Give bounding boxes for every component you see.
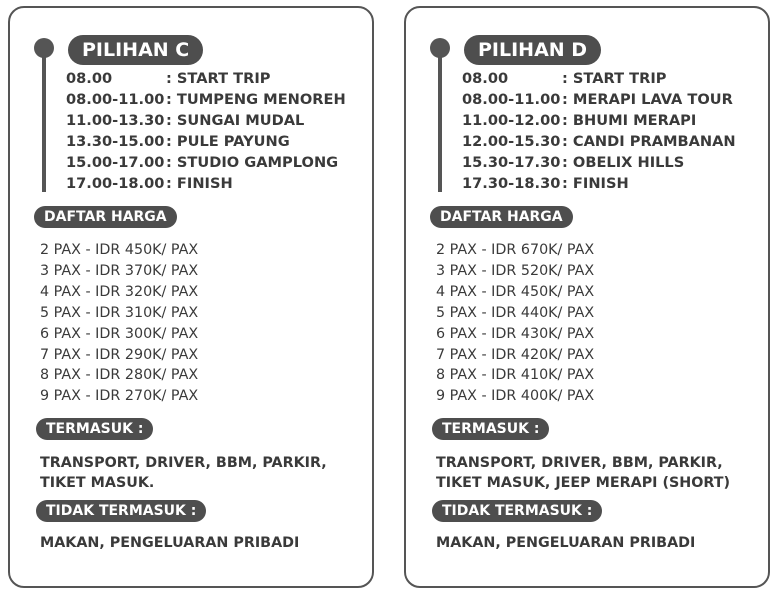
- price-item: 8 PAX - IDR 410K/ PAX: [436, 367, 595, 384]
- schedule-time: 17.00-18.00: [66, 175, 165, 192]
- schedule-time: 08.00-11.00: [462, 91, 561, 108]
- timeline-dot: [430, 38, 450, 58]
- price-item: 5 PAX - IDR 440K/ PAX: [436, 304, 595, 321]
- schedule-activity: : STUDIO GAMPLONG: [166, 154, 339, 171]
- schedule-item: [462, 68, 736, 89]
- schedule-item: [66, 89, 346, 110]
- schedule-time: 11.00-13.30: [66, 112, 165, 129]
- schedule-activity: : FINISH: [166, 175, 233, 192]
- schedule-time: 15.00-17.00: [66, 154, 165, 171]
- price-item: 7 PAX - IDR 290K/ PAX: [40, 346, 199, 363]
- timeline-dot: [34, 38, 54, 58]
- schedule-activity: : FINISH: [562, 175, 629, 192]
- schedule-time: 11.00-12.00: [462, 112, 561, 129]
- price-item: 6 PAX - IDR 430K/ PAX: [436, 325, 595, 342]
- included-label: TERMASUK :: [36, 418, 153, 440]
- price-list: [40, 240, 198, 407]
- schedule-item: [462, 152, 736, 173]
- schedule-activity: : OBELIX HILLS: [562, 154, 685, 171]
- price-item: 9 PAX - IDR 270K/ PAX: [40, 388, 199, 405]
- option-title: PILIHAN C: [68, 35, 203, 65]
- price-item: 3 PAX - IDR 520K/ PAX: [436, 262, 595, 279]
- schedule-item: [66, 173, 346, 194]
- schedule-time: 13.30-15.00: [66, 133, 165, 150]
- schedule-item: [462, 89, 736, 110]
- schedule-item: [66, 152, 346, 173]
- timeline-line: [42, 48, 46, 192]
- price-item: 4 PAX - IDR 320K/ PAX: [40, 283, 199, 300]
- tour-card-pilihan-d: [404, 6, 770, 588]
- price-item: 7 PAX - IDR 420K/ PAX: [436, 346, 595, 363]
- schedule-activity: : SUNGAI MUDAL: [166, 112, 305, 129]
- schedule-time: 15.30-17.30: [462, 154, 561, 171]
- tour-card-pilihan-c: [8, 6, 374, 588]
- schedule-activity: : START TRIP: [166, 70, 271, 87]
- price-item: 2 PAX - IDR 670K/ PAX: [436, 242, 595, 258]
- schedule-activity: : TUMPENG MENOREH: [166, 91, 346, 108]
- price-list: [436, 240, 594, 407]
- price-item: 3 PAX - IDR 370K/ PAX: [40, 262, 199, 279]
- price-item: 8 PAX - IDR 280K/ PAX: [40, 367, 199, 384]
- excluded-label: TIDAK TERMASUK :: [432, 500, 602, 522]
- excluded-label: TIDAK TERMASUK :: [36, 500, 206, 522]
- schedule-time: 08.00: [462, 70, 509, 87]
- included-label: TERMASUK :: [432, 418, 549, 440]
- price-list-label: DAFTAR HARGA: [34, 206, 177, 228]
- included-text: TRANSPORT, DRIVER, BBM, PARKIR, TIKET MASUK, JEEP MERAPI (SHORT): [436, 455, 731, 491]
- price-item: 6 PAX - IDR 300K/ PAX: [40, 325, 199, 342]
- option-title: PILIHAN D: [464, 35, 601, 65]
- timeline-line: [438, 48, 442, 192]
- schedule-activity: : PULE PAYUNG: [166, 133, 290, 150]
- included-text: TRANSPORT, DRIVER, BBM, PARKIR, TIKET MASUK.: [40, 455, 327, 491]
- schedule-list: [462, 68, 736, 194]
- schedule-activity: : BHUMI MERAPI: [562, 112, 697, 129]
- excluded-text: MAKAN, PENGELUARAN PRIBADI: [436, 535, 696, 551]
- schedule-item: [66, 68, 346, 89]
- schedule-time: 12.00-15.30: [462, 133, 561, 150]
- schedule-item: [66, 110, 346, 131]
- schedule-item: [462, 173, 736, 194]
- schedule-activity: : CANDI PRAMBANAN: [562, 133, 736, 150]
- excluded-text: MAKAN, PENGELUARAN PRIBADI: [40, 535, 300, 551]
- schedule-list: [66, 68, 346, 194]
- schedule-time: 08.00-11.00: [66, 91, 165, 108]
- price-list-label: DAFTAR HARGA: [430, 206, 573, 228]
- schedule-item: [462, 110, 736, 131]
- price-item: 4 PAX - IDR 450K/ PAX: [436, 283, 595, 300]
- price-item: 9 PAX - IDR 400K/ PAX: [436, 388, 595, 405]
- price-item: 5 PAX - IDR 310K/ PAX: [40, 304, 199, 321]
- schedule-item: [66, 131, 346, 152]
- price-item: 2 PAX - IDR 450K/ PAX: [40, 242, 199, 258]
- schedule-item: [462, 131, 736, 152]
- schedule-time: 08.00: [66, 70, 113, 87]
- schedule-activity: : START TRIP: [562, 70, 667, 87]
- schedule-time: 17.30-18.30: [462, 175, 561, 192]
- schedule-activity: : MERAPI LAVA TOUR: [562, 91, 733, 108]
